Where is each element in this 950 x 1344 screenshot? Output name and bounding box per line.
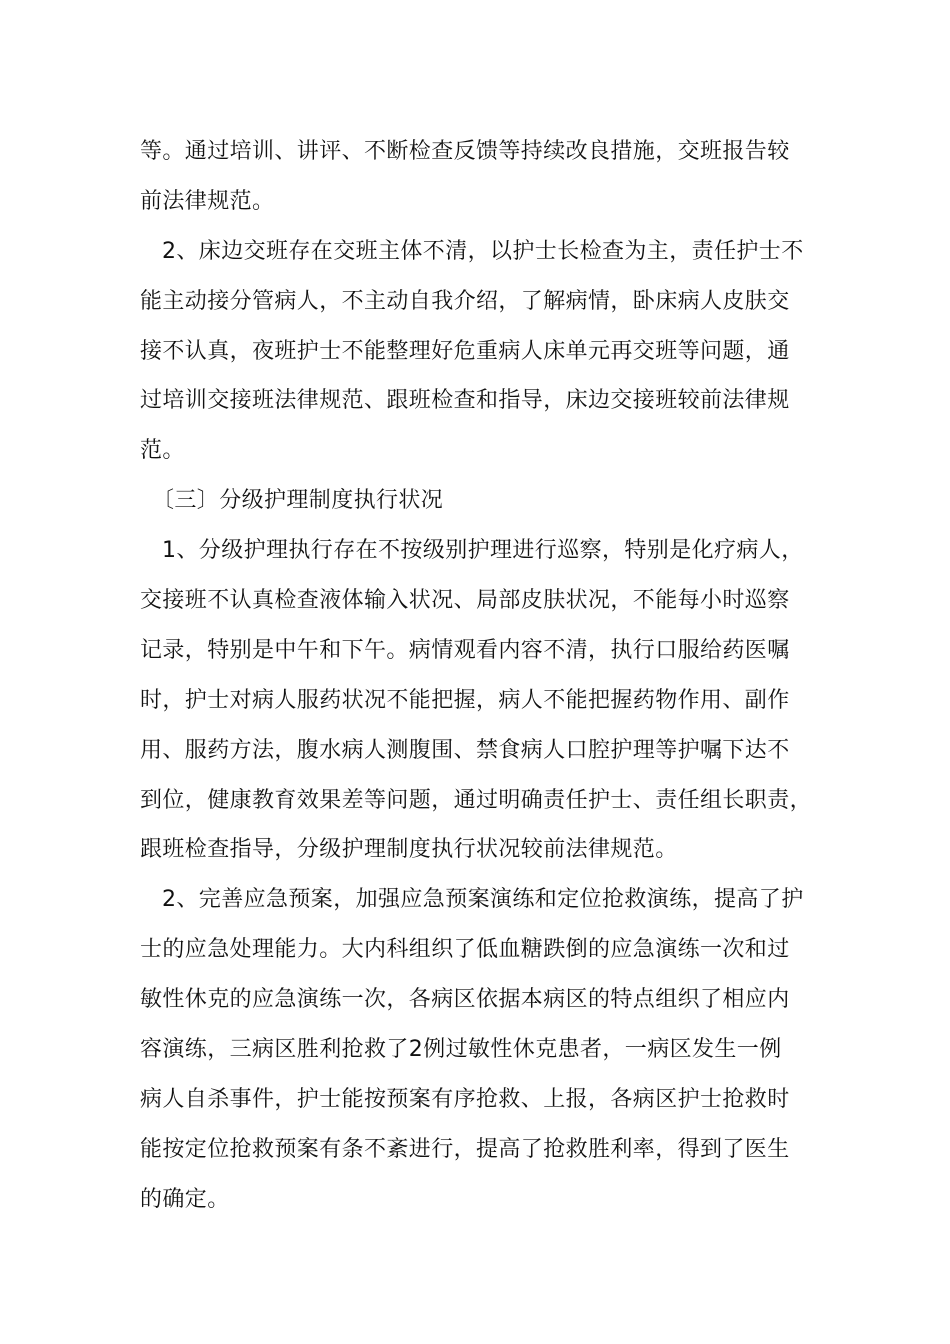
text-line: 时，护士对病人服药状况不能把握，病人不能把握药物作用、副作 [140, 688, 790, 713]
text-line: 的确定。 [140, 1187, 230, 1212]
text-line: 范。 [140, 438, 185, 463]
text-line: 能按定位抢救预案有条不紊进行，提高了抢救胜利率，得到了医生 [140, 1137, 790, 1162]
text-line: 前法律规范。 [140, 189, 275, 214]
text-line: 过培训交接班法律规范、跟班检查和指导，床边交接班较前法律规 [140, 388, 790, 413]
text-line: 等。通过培训、讲评、不断检查反馈等持续改良措施，交班报告较 [140, 139, 790, 164]
text-line: 接不认真，夜班护士不能整理好危重病人床单元再交班等问题，通 [140, 339, 790, 364]
text-line: 2、床边交班存在交班主体不清，以护士长检查为主，责任护士不 [162, 239, 804, 264]
text-line: 士的应急处理能力。大内科组织了低血糖跌倒的应急演练一次和过 [140, 937, 790, 962]
text-line: 1、分级护理执行存在不按级别护理进行巡察，特别是化疗病人， [162, 538, 804, 563]
text-line: 到位，健康教育效果差等问题，通过明确责任护士、责任组长职责， [140, 788, 813, 813]
text-line: 2、完善应急预案，加强应急预案演练和定位抢救演练，提高了护 [162, 887, 804, 912]
text-line: 容演练，三病区胜利抢救了2例过敏性休克患者，一病区发生一例 [140, 1037, 782, 1062]
text-line: 跟班检查指导，分级护理制度执行状况较前法律规范。 [140, 837, 678, 862]
text-line: 能主动接分管病人，不主动自我介绍，了解病情，卧床病人皮肤交 [140, 289, 790, 314]
text-line: 病人自杀事件，护士能按预案有序抢救、上报，各病区护士抢救时 [140, 1087, 790, 1112]
text-line: 记录，特别是中午和下午。病情观看内容不清，执行口服给药医嘱 [140, 638, 790, 663]
section-heading: 〔三〕分级护理制度执行状况 [152, 488, 444, 513]
text-line: 敏性休克的应急演练一次，各病区依据本病区的特点组织了相应内 [140, 987, 790, 1012]
text-line: 交接班不认真检查液体输入状况、局部皮肤状况，不能每小时巡察 [140, 588, 790, 613]
text-line: 用、服药方法，腹水病人测腹围、禁食病人口腔护理等护嘱下达不 [140, 738, 790, 763]
